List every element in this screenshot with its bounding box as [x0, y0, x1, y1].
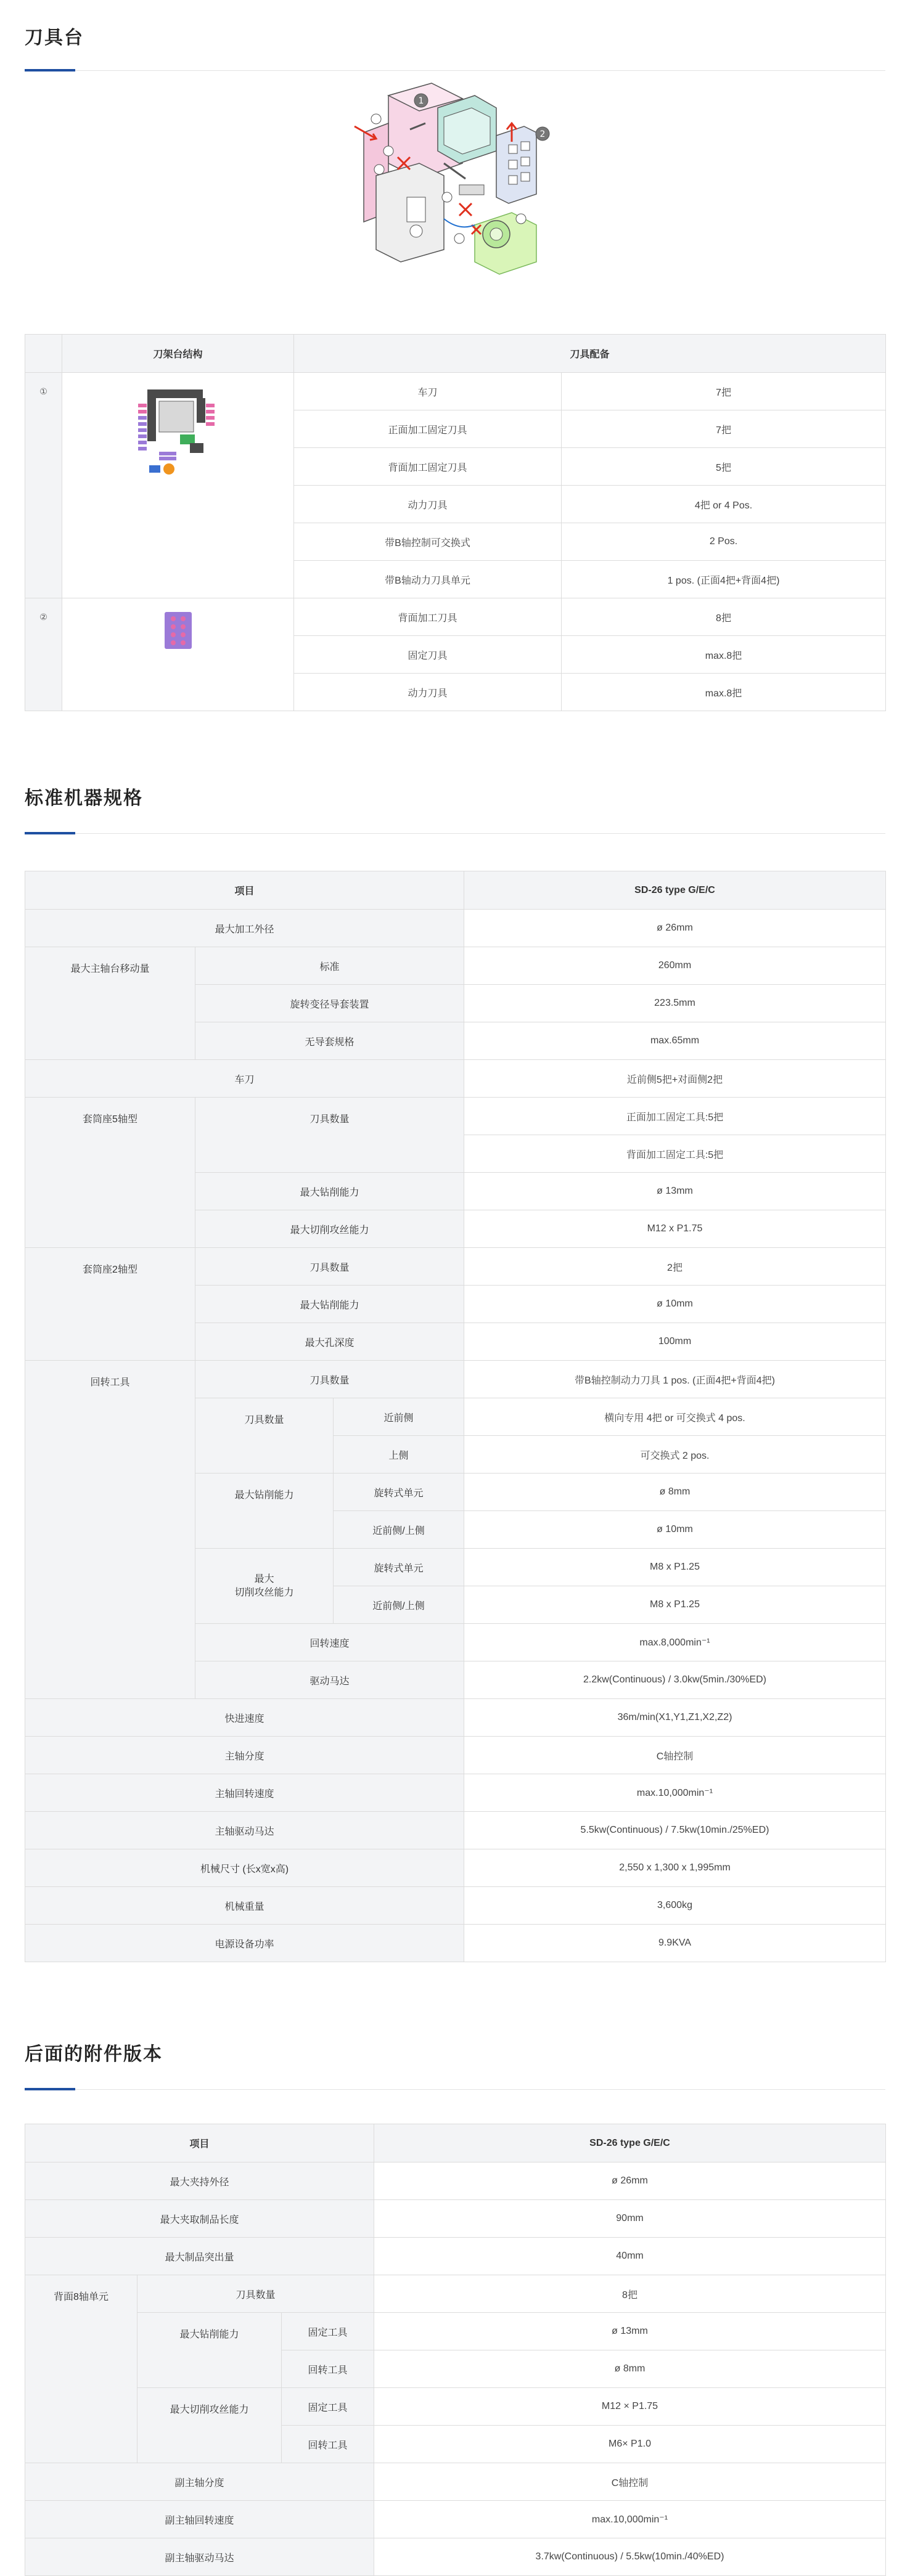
spec-label: 旋转式单元: [334, 1473, 464, 1511]
tool-name: 动力刀具: [294, 674, 562, 711]
spec-value: 3,600kg: [464, 1887, 886, 1925]
spec-value: 9.9KVA: [464, 1925, 886, 1962]
spec-value: 5.5kw(Continuous) / 7.5kw(10min./25%ED): [464, 1812, 886, 1849]
spec-value: 近前侧5把+对面侧2把: [464, 1060, 886, 1098]
title-divider: [25, 2089, 885, 2090]
table-header-tools: 刀具配备: [294, 335, 886, 373]
spec-value: 36m/min(X1,Y1,Z1,X2,Z2): [464, 1699, 886, 1737]
spec-value: max.65mm: [464, 1022, 886, 1060]
section-title-back: 后面的附件版本: [25, 2044, 163, 2064]
turret-structure-icon: [138, 386, 218, 479]
spec-label: 快进速度: [25, 1699, 464, 1737]
spec-label: 背面8轴单元: [25, 2275, 137, 2463]
spec-label: 副主轴回转速度: [25, 2501, 374, 2538]
tool-name: 动力刀具: [294, 486, 562, 523]
group-index: ②: [25, 598, 62, 711]
spec-label: 最大钻削能力: [195, 1286, 464, 1323]
tool-name: 背面加工刀具: [294, 598, 562, 636]
spec-value: M8 x P1.25: [464, 1549, 886, 1586]
spec-label: 主轴回转速度: [25, 1774, 464, 1812]
spec-value: 正面加工固定工具:5把: [464, 1098, 886, 1135]
spec-label: 机械尺寸 (长x宽x高): [25, 1849, 464, 1887]
spec-value: 100mm: [464, 1323, 886, 1361]
table-header-structure: 刀架台结构: [62, 335, 294, 373]
spec-value: 260mm: [464, 947, 886, 985]
spec-value: max.8,000min⁻¹: [464, 1624, 886, 1661]
tool-count: 8把: [562, 598, 886, 636]
svg-text:1: 1: [418, 96, 424, 106]
back-tool-unit-icon: [165, 612, 192, 649]
spec-header-item: 项目: [25, 871, 464, 910]
spec-label: 近前侧/上侧: [334, 1511, 464, 1549]
spec-label: 刀具数量: [195, 1398, 334, 1473]
spec-label: 最大钻削能力: [195, 1473, 334, 1549]
spec-label: 车刀: [25, 1060, 464, 1098]
spec-label: 主轴分度: [25, 1737, 464, 1774]
spec-label: 套筒座5轴型: [25, 1098, 195, 1248]
spec-label: 副主轴分度: [25, 2463, 374, 2501]
spec-label-tap: [195, 1549, 334, 1624]
spec-value: M8 x P1.25: [464, 1586, 886, 1624]
spec-value: 2把: [464, 1248, 886, 1286]
spec-value: 90mm: [374, 2200, 886, 2238]
spec-value: M12 x P1.75: [464, 1210, 886, 1248]
turret-layout-illustration: [351, 71, 561, 305]
spec-value: ø 13mm: [464, 1173, 886, 1210]
spec-header-model: SD-26 type G/E/C: [374, 2124, 886, 2162]
spec-label: 电源设备功率: [25, 1925, 464, 1962]
spec-label: 刀具数量: [195, 1361, 464, 1398]
spec-value: max.10,000min⁻¹: [464, 1774, 886, 1812]
spec-header-model: SD-26 type G/E/C: [464, 871, 886, 910]
spec-label: 主轴驱动马达: [25, 1812, 464, 1849]
spec-label: 最大加工外径: [25, 910, 464, 947]
table-header-blank: [25, 335, 62, 373]
spec-label: 旋转变径导套装置: [195, 985, 464, 1022]
spec-label: 最大切削攻丝能力: [137, 2388, 282, 2463]
spec-value: ø 8mm: [374, 2350, 886, 2388]
spec-label: 无导套规格: [195, 1022, 464, 1060]
spec-label: 近前侧: [334, 1398, 464, 1436]
title-accent: [25, 2088, 75, 2090]
tool-count: 2 Pos.: [562, 523, 886, 561]
section-title-standard: 标准机器规格: [25, 788, 143, 809]
spec-value: M12 × P1.75: [374, 2388, 886, 2426]
spec-label: 驱动马达: [195, 1661, 464, 1699]
title-accent: [25, 69, 75, 71]
spec-value: 2.2kw(Continuous) / 3.0kw(5min./30%ED): [464, 1661, 886, 1699]
spec-value: 可交换式 2 pos.: [464, 1436, 886, 1473]
back-attachment-table: [25, 2124, 886, 2576]
spec-value: ø 10mm: [464, 1511, 886, 1549]
spec-label: 最大夹取制品长度: [25, 2200, 374, 2238]
spec-label: 固定工具: [282, 2313, 374, 2350]
section-title-tool: 刀具台: [25, 28, 84, 48]
tool-count: 7把: [562, 410, 886, 448]
spec-label: 套筒座2轴型: [25, 1248, 195, 1361]
spec-label: 最大切削攻丝能力: [195, 1210, 464, 1248]
spec-value: ø 10mm: [464, 1286, 886, 1323]
spec-value: 40mm: [374, 2238, 886, 2275]
spec-value: ø 8mm: [464, 1473, 886, 1511]
tool-name: 背面加工固定刀具: [294, 448, 562, 486]
tool-name: 车刀: [294, 373, 562, 410]
spec-value: ø 26mm: [464, 910, 886, 947]
spec-label: 近前侧/上侧: [334, 1586, 464, 1624]
spec-label: 最大制品突出量: [25, 2238, 374, 2275]
spec-label: 最大钻削能力: [195, 1173, 464, 1210]
tool-name: 正面加工固定刀具: [294, 410, 562, 448]
tool-count: max.8把: [562, 674, 886, 711]
spec-label: 最大主轴台移动量: [25, 947, 195, 1060]
spec-value: 8把: [374, 2275, 886, 2313]
spec-value: max.10,000min⁻¹: [374, 2501, 886, 2538]
spec-label: 最大夹持外径: [25, 2162, 374, 2200]
spec-value: 2,550 x 1,300 x 1,995mm: [464, 1849, 886, 1887]
tool-name: 固定刀具: [294, 636, 562, 674]
group-index: ①: [25, 373, 62, 598]
spec-value: 背面加工固定工具:5把: [464, 1135, 886, 1173]
spec-label: 标准: [195, 947, 464, 985]
spec-value: 3.7kw(Continuous) / 5.5kw(10min./40%ED): [374, 2538, 886, 2576]
spec-label: 回转工具: [282, 2350, 374, 2388]
standard-spec-table: [25, 871, 886, 1962]
spec-header-item: 项目: [25, 2124, 374, 2162]
spec-label: 最大钻削能力: [137, 2313, 282, 2388]
spec-label-line: 最大: [254, 1573, 274, 1584]
title-accent: [25, 832, 75, 834]
spec-label: 最大孔深度: [195, 1323, 464, 1361]
tool-count: 7把: [562, 373, 886, 410]
spec-value: C轴控制: [464, 1737, 886, 1774]
back-tool-thumbnail: [62, 598, 294, 711]
tool-count: max.8把: [562, 636, 886, 674]
spec-value: 223.5mm: [464, 985, 886, 1022]
spec-label: 上侧: [334, 1436, 464, 1473]
svg-text:2: 2: [539, 129, 546, 139]
tool-config-table: [25, 334, 886, 711]
spec-label: 副主轴驱动马达: [25, 2538, 374, 2576]
spec-value: M6× P1.0: [374, 2426, 886, 2463]
spec-value: 带B轴控制动力刀具 1 pos. (正面4把+背面4把): [464, 1361, 886, 1398]
tool-count: 1 pos. (正面4把+背面4把): [562, 561, 886, 598]
spec-value: ø 26mm: [374, 2162, 886, 2200]
spec-label-line: 切削攻丝能力: [234, 1587, 294, 1598]
turret-structure-thumbnail: [62, 373, 294, 598]
spec-label: 刀具数量: [195, 1098, 464, 1173]
tool-name: 带B轴控制可交换式: [294, 523, 562, 561]
spec-label: 旋转式单元: [334, 1549, 464, 1586]
spec-label: 刀具数量: [137, 2275, 374, 2313]
spec-label: 机械重量: [25, 1887, 464, 1925]
spec-label: 固定工具: [282, 2388, 374, 2426]
spec-label: 回转速度: [195, 1624, 464, 1661]
spec-label: 回转工具: [282, 2426, 374, 2463]
tool-name: 带B轴动力刀具单元: [294, 561, 562, 598]
spec-value: 横向专用 4把 or 可交换式 4 pos.: [464, 1398, 886, 1436]
spec-label: 刀具数量: [195, 1248, 464, 1286]
spec-label: 回转工具: [25, 1361, 195, 1699]
spec-value: ø 13mm: [374, 2313, 886, 2350]
spec-value: C轴控制: [374, 2463, 886, 2501]
title-divider: [25, 833, 885, 834]
tool-count: 5把: [562, 448, 886, 486]
tool-count: 4把 or 4 Pos.: [562, 486, 886, 523]
